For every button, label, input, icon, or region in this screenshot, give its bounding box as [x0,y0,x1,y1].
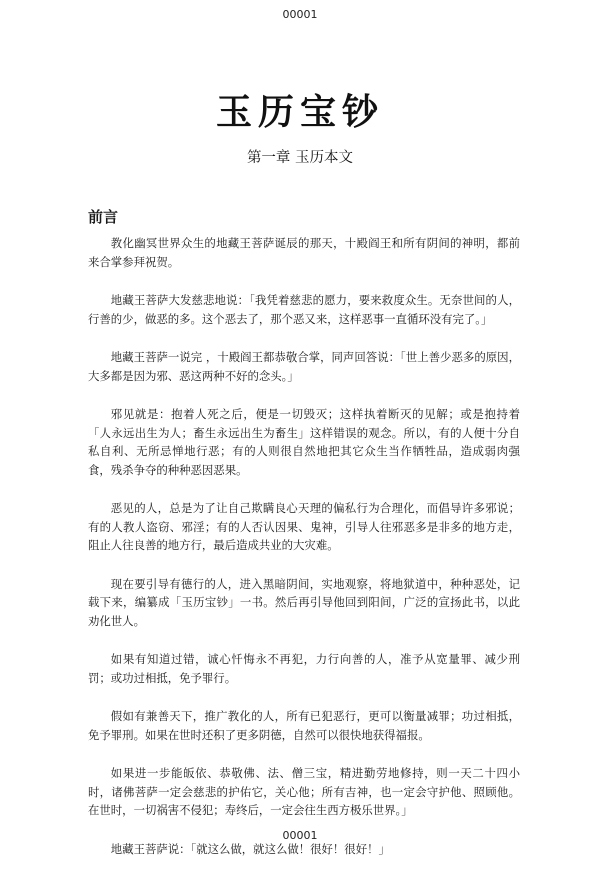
paragraph: 如果有知道过错，诚心忏悔永不再犯，力行向善的人，准予从宽量罪、减少刑罚；或功过相抵，免予罪行。 [88,652,520,685]
book-title: 玉历宝钞 [215,92,384,133]
body-text [88,234,520,878]
paragraph: 地藏王菩萨一说完 ，十殿阎王都恭敬合掌，同声回答说：「世上善少恶多的原因，大多都是因为邪、恶这两种不好的念头。」 [88,350,520,383]
paragraph: 邪见就是：抱着人死之后，便是一切毁灭；这样执着断灭的见解；或是抱持着「人永远出生为人；畜生永远出生为畜生」这样错误的观念。所以，有的人便十分自私自利、无所忌惮地行恶；有的人则很自然地把其它众生当作牺牲品，造成弱肉强食，残杀争夺的种种恶因恶果。 [88,407,520,477]
paragraph: 教化幽冥世界众生的地藏王菩萨诞辰的那天，十殿阎王和所有阴间的神明，都前来合掌参拜祝贺。 [88,236,520,269]
paragraph: 地藏王菩萨大发慈悲地说：「我凭着慈悲的愿力，要来救度众生。无奈世间的人，行善的少，做恶的多。这个恶去了，那个恶又来，这样恶事一直循环没有完了。」 [88,293,520,326]
chapter-heading: 第一章 玉历本文 [246,150,354,166]
page-number-top: 00001 [282,8,318,21]
paragraph: 假如有兼善天下，推广教化的人，所有已犯恶行，更可以衡量减罪；功过相抵，免予罪刑。如果在世时还积了更多阴德，自然可以很快地获得福报。 [88,709,520,742]
paragraph: 恶见的人，总是为了让自己欺瞒良心天理的偏私行为合理化，而倡导许多邪说；有的人教人盗窃、邪淫；有的人否认因果、鬼神，引导人往邪恶多是非多的地方走，阻止人往良善的地方行，最后造成共业的大灾难。 [88,501,520,552]
paragraph: 如果进一步能皈依、恭敬佛、法、僧三宝，精进勤劳地修持，则一天二十四小时，诸佛菩萨一定会慈悲的护佑它，关心他；所有吉神，也一定会守护他、照顾他。在世时，一切祸害不侵犯；寿终后，一定会往生西方极乐世界。」 [88,766,520,817]
section-heading: 前言 [88,208,119,226]
paragraph: 现在要引导有德行的人，进入黑暗阴间，实地观察，将地狱道中，种种恶处，记载下来，编纂成「玉历宝钞」一书。然后再引导他回到阳间，广泛的宣扬此书，以此劝化世人。 [88,576,520,628]
paragraph: 地藏王菩萨说：「就这么做，就这么做！很好！很好！」 [110,841,390,856]
page-number-bottom: 00001 [282,829,318,842]
